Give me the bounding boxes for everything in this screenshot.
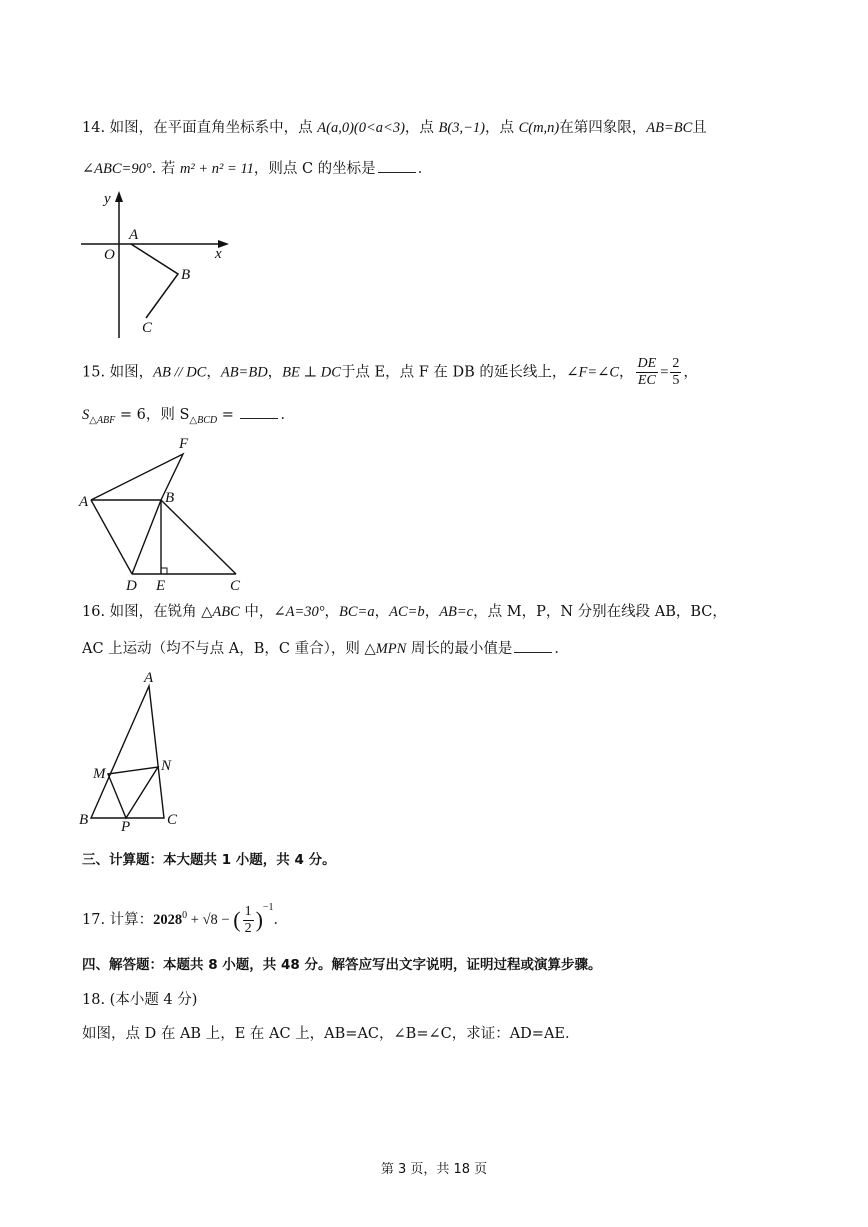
label-c: C — [167, 812, 178, 828]
label-a: A — [79, 494, 89, 510]
right-paren: ) — [255, 907, 263, 932]
q16-cond-3: AC=b — [389, 604, 425, 620]
frac-denominator: 5 — [672, 373, 680, 388]
answer-blank — [514, 638, 552, 653]
q15-cond-3: BE ⊥ DC — [282, 364, 341, 381]
q15-sep: ， — [683, 364, 698, 381]
q16-cond-4: AB=c — [439, 604, 474, 620]
q14-text-a: 14. 如图，在平面直角坐标系中，点 — [82, 120, 318, 136]
label-a: A — [129, 227, 139, 243]
q14-text-g: ，则点 C 的坐标是 — [253, 161, 376, 177]
q14-cond-1: AB=BC — [646, 120, 693, 136]
y-axis-arrow — [115, 191, 123, 202]
label-y: y — [104, 191, 111, 207]
q16-cond-1: ∠A=30° — [273, 604, 325, 620]
label-d: D — [126, 578, 137, 594]
label-c: C — [230, 578, 241, 594]
q14-line1 — [82, 118, 707, 138]
q14-point-b: B(3,−1) — [438, 120, 485, 136]
q17-prefix: 17. 计算： — [82, 912, 154, 928]
label-a: A — [144, 670, 154, 686]
q15-sep: ， — [206, 364, 221, 381]
page-footer: 第 3 页，共 18 页 — [380, 1162, 488, 1177]
frac-denominator: EC — [637, 373, 656, 388]
label-b: B — [165, 490, 175, 506]
q17-expr: + √8 − — [187, 912, 234, 928]
q17-year: 2028 — [153, 912, 183, 928]
q16-text-b: 中， — [239, 604, 274, 620]
q16-text-d: AC 上运动（均不与点 A，B，C 重合），则 — [82, 641, 365, 657]
frac-numerator: 1 — [244, 903, 252, 919]
q15-sep: ， — [619, 364, 634, 381]
q14-point-c: C(m,n) — [518, 120, 560, 136]
triangle-mpn — [108, 767, 158, 818]
q18-title: 18. (本小题 4 分) — [82, 992, 198, 1008]
q16-line2 — [82, 638, 569, 659]
q16-triangle-mpn: △MPN — [364, 641, 407, 657]
q17-end: ． — [273, 912, 289, 928]
answer-blank — [240, 404, 278, 419]
q16-triangle: △ABC — [201, 604, 240, 620]
q15-end: ． — [280, 407, 295, 423]
q15-text-b: 于点 E，点 F 在 DB 的延长线上， — [340, 364, 567, 381]
q15-text-a: 15. 如图， — [82, 364, 154, 381]
label-f: F — [179, 436, 189, 452]
area-subscript-bcd: △BCD — [189, 414, 218, 426]
label-p: P — [121, 819, 131, 835]
q16-text-a: 16. 如图，在锐角 — [82, 604, 202, 620]
q14-text-d: 在第四象限， — [559, 120, 647, 136]
q16-sep: ， — [324, 604, 340, 620]
q14-text-f: . 若 — [151, 161, 180, 177]
q15-fraction-2-5 — [670, 356, 681, 389]
answer-blank — [378, 158, 416, 173]
q16-sep: ， — [374, 604, 390, 620]
q15-text-c: = 6，则 S — [115, 407, 190, 423]
q15-cond-2: AB=BD — [220, 364, 268, 381]
triangle-abc — [91, 686, 164, 818]
q14-figure — [76, 188, 236, 343]
frac-numerator: 2 — [672, 356, 680, 371]
label-o: O — [104, 247, 115, 263]
q14-line2 — [82, 158, 432, 179]
segment-ad — [91, 500, 132, 574]
q18-body: 如图，点 D 在 AB 上，E 在 AC 上，AB=AC，∠B=∠C，求证：AD=AE． — [82, 1026, 580, 1042]
q16-line1 — [82, 602, 727, 622]
q17-fraction-half — [243, 904, 254, 937]
q14-end: ． — [417, 161, 433, 177]
q15-line2 — [82, 404, 295, 431]
section-4-heading: 四、解答题：本题共 8 小题，共 48 分。解答应写出文字说明，证明过程或演算步骤。 — [82, 957, 602, 973]
q16-end: ． — [554, 641, 569, 657]
label-x: x — [215, 246, 222, 262]
q15-text-d: = — [217, 407, 239, 423]
frac-numerator: DE — [637, 356, 657, 371]
equals-sign: = — [660, 364, 669, 381]
segment-abc — [131, 244, 178, 318]
q17-exponent-neg1: −1 — [262, 902, 274, 913]
q14-text-c: ，点 — [484, 120, 519, 136]
q14-text-e: 且 — [692, 120, 707, 136]
q14-cond-3: m² + n² = 11 — [179, 161, 254, 177]
q15-cond-1: AB // DC — [153, 364, 207, 381]
q15-fraction-de-ec — [636, 356, 659, 389]
q16-text-e: 周长的最小值是 — [406, 641, 513, 657]
label-m: M — [93, 766, 106, 782]
q14-text-b: ，点 — [404, 120, 439, 136]
label-b: B — [79, 812, 89, 828]
q17-exponent-0: 0 — [182, 910, 188, 922]
right-angle-mark — [161, 568, 167, 574]
section-3-heading: 三、计算题：本大题共 1 小题，共 4 分。 — [82, 852, 336, 868]
segment-bc — [161, 500, 236, 574]
area-symbol: S — [82, 407, 90, 423]
left-paren: ( — [233, 907, 241, 932]
q14-point-a: A(a,0)(0<a<3) — [317, 120, 405, 136]
segment-bd — [132, 500, 161, 574]
q15-line1 — [82, 356, 698, 389]
q14-cond-2: ∠ABC=90° — [82, 161, 152, 177]
q15-cond-4: ∠F=∠C — [566, 364, 620, 381]
area-subscript-abf: △ABF — [89, 414, 116, 426]
q15-sep: ， — [267, 364, 283, 381]
q15-figure — [76, 432, 256, 594]
frac-denominator: 2 — [244, 920, 252, 936]
q16-text-c: ，点 M，P，N 分别在线段 AB，BC， — [473, 604, 727, 620]
q17-line — [82, 898, 288, 937]
label-n: N — [161, 758, 172, 774]
q16-cond-2: BC=a — [339, 604, 375, 620]
q16-sep: ， — [424, 604, 440, 620]
label-c: C — [142, 320, 153, 336]
label-e: E — [156, 578, 166, 594]
q16-figure — [76, 668, 196, 838]
label-b: B — [181, 267, 191, 283]
